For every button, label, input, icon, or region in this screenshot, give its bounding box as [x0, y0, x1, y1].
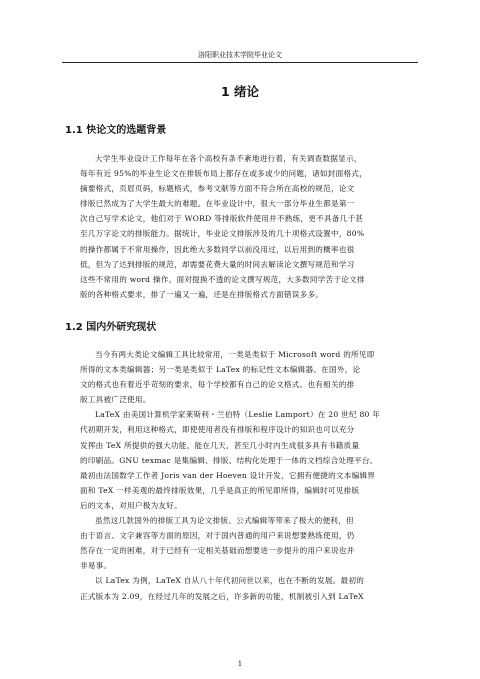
paragraph-line: 版的各种格式要求，排了一遍又一遍，还是在排版格式方面错误多多。	[80, 289, 324, 299]
page-header: 洛阳职业技术学院毕业论文	[62, 50, 418, 63]
paragraph-line: 所得的文本类编辑器；另一类是类似于 LaTex 的标记性文本编辑器。在国外，论	[80, 365, 361, 375]
paragraph-line: 发挥由 TeX 所提供的强大功能，能在几天，甚至几小时内生成很多具有书籍质量	[80, 440, 360, 450]
paragraph-line: 最初由法国数学工作者 Joris van der Hoeven 设计开发，它拥有便捷的文本编辑界	[80, 470, 376, 480]
paragraph-line: LaTeX 由美国计算机学家莱斯利・兰伯特（Leslie Lamport）在 20 世纪 80 年	[95, 410, 381, 420]
paragraph-line: 至几万字论文的排版能力。据统计，毕业论文排版涉及的几十项格式设置中，80%	[80, 229, 365, 239]
paragraph-line: 大学生毕业设计工作每年在各个高校有条不紊地进行着，有关调查数据显示，	[95, 154, 362, 163]
paragraph-line: 以 LaTex 为例，LaTeX 自从八十年代初问世以来，也在不断的发展。最初的	[95, 576, 365, 586]
paragraph-line: 文的格式也有着近乎苛刻的要求，每个学校都有自己的论文格式。也有相关的排	[80, 380, 355, 390]
paragraph-line: 摘要格式，页眉页码，标题格式，参考文献等方面不符合所在高校的规范，论文	[80, 184, 355, 194]
chapter-title: 1 绪论	[220, 84, 260, 99]
paragraph-line: 的印刷品。GNU texmac 是集编辑、排版、结构化处理于一体的文档综合处理平台。	[80, 455, 378, 465]
paragraph-line: 每年有近 95%的毕业生论文在排版布局上都存在或多或少的问题，诸如封面格式，	[80, 169, 367, 179]
section-heading-1-1: 1.1 快论文的选题背景	[65, 125, 167, 136]
paragraph-line: 当今有两大类论文编辑工具比较常用，一类是类似于 Microsoft word 的所见即	[95, 350, 375, 359]
paragraph-line: 版工具被广泛使用。	[80, 395, 151, 405]
paragraph-line: 由于语言、文字兼容等方面的原因，对于国内普通的用户来说想要熟练使用，仍	[80, 531, 355, 541]
paragraph-line: 排版已然成为了大学生最大的难题。在毕业设计中，很大一部分毕业生都是第一	[80, 199, 355, 209]
paragraph-line: 面和 TeX 一样美观的最终排版效果，几乎是真正的所见即所得，编辑时可见排版	[80, 485, 360, 495]
paragraph-line: 然存在一定的困难，对于已经有一定相关基础而想要进一步提升的用户来说也并	[80, 546, 355, 556]
page-number: 1	[237, 660, 243, 668]
paragraph-line: 代初期开发，利用这种格式，即使使用者没有排版和程序设计的知识也可以充分	[80, 425, 355, 435]
paragraph-line: 虽然这几款国外的排版工具为论文排版、公式编辑等带来了极大的便利，但	[95, 516, 354, 526]
paragraph-line: 这些不常用的 word 操作。面对提换不透的论文撰写规范，大多数同学苦于论文排	[80, 274, 365, 284]
section-1-2-body	[80, 347, 418, 604]
paragraph-line: 次自己写学术论文，他们对于 WORD 等排版软件使用并不熟练，更不具备几千甚	[80, 214, 364, 224]
section-heading-1-2: 1.2 国内外研究现状	[65, 322, 157, 333]
paragraph-line: 低，但为了达到排版的规范，却需要花费大量的时间去解读论文撰写规范和学习	[80, 259, 355, 269]
paragraph-line: 的操作都属于不常用操作，因此绝大多数同学以前没用过，以后用到的概率也很	[80, 244, 355, 254]
section-1-1-body	[80, 151, 418, 302]
paragraph-line: 后的文本，对用户极为友好。	[80, 500, 182, 510]
paragraph-line: 正式版本为 2.09，在经过几年的发展之后，许多新的功能，机制被引入到 LaTeX	[80, 591, 364, 601]
paragraph-line: 非易事。	[80, 561, 112, 571]
